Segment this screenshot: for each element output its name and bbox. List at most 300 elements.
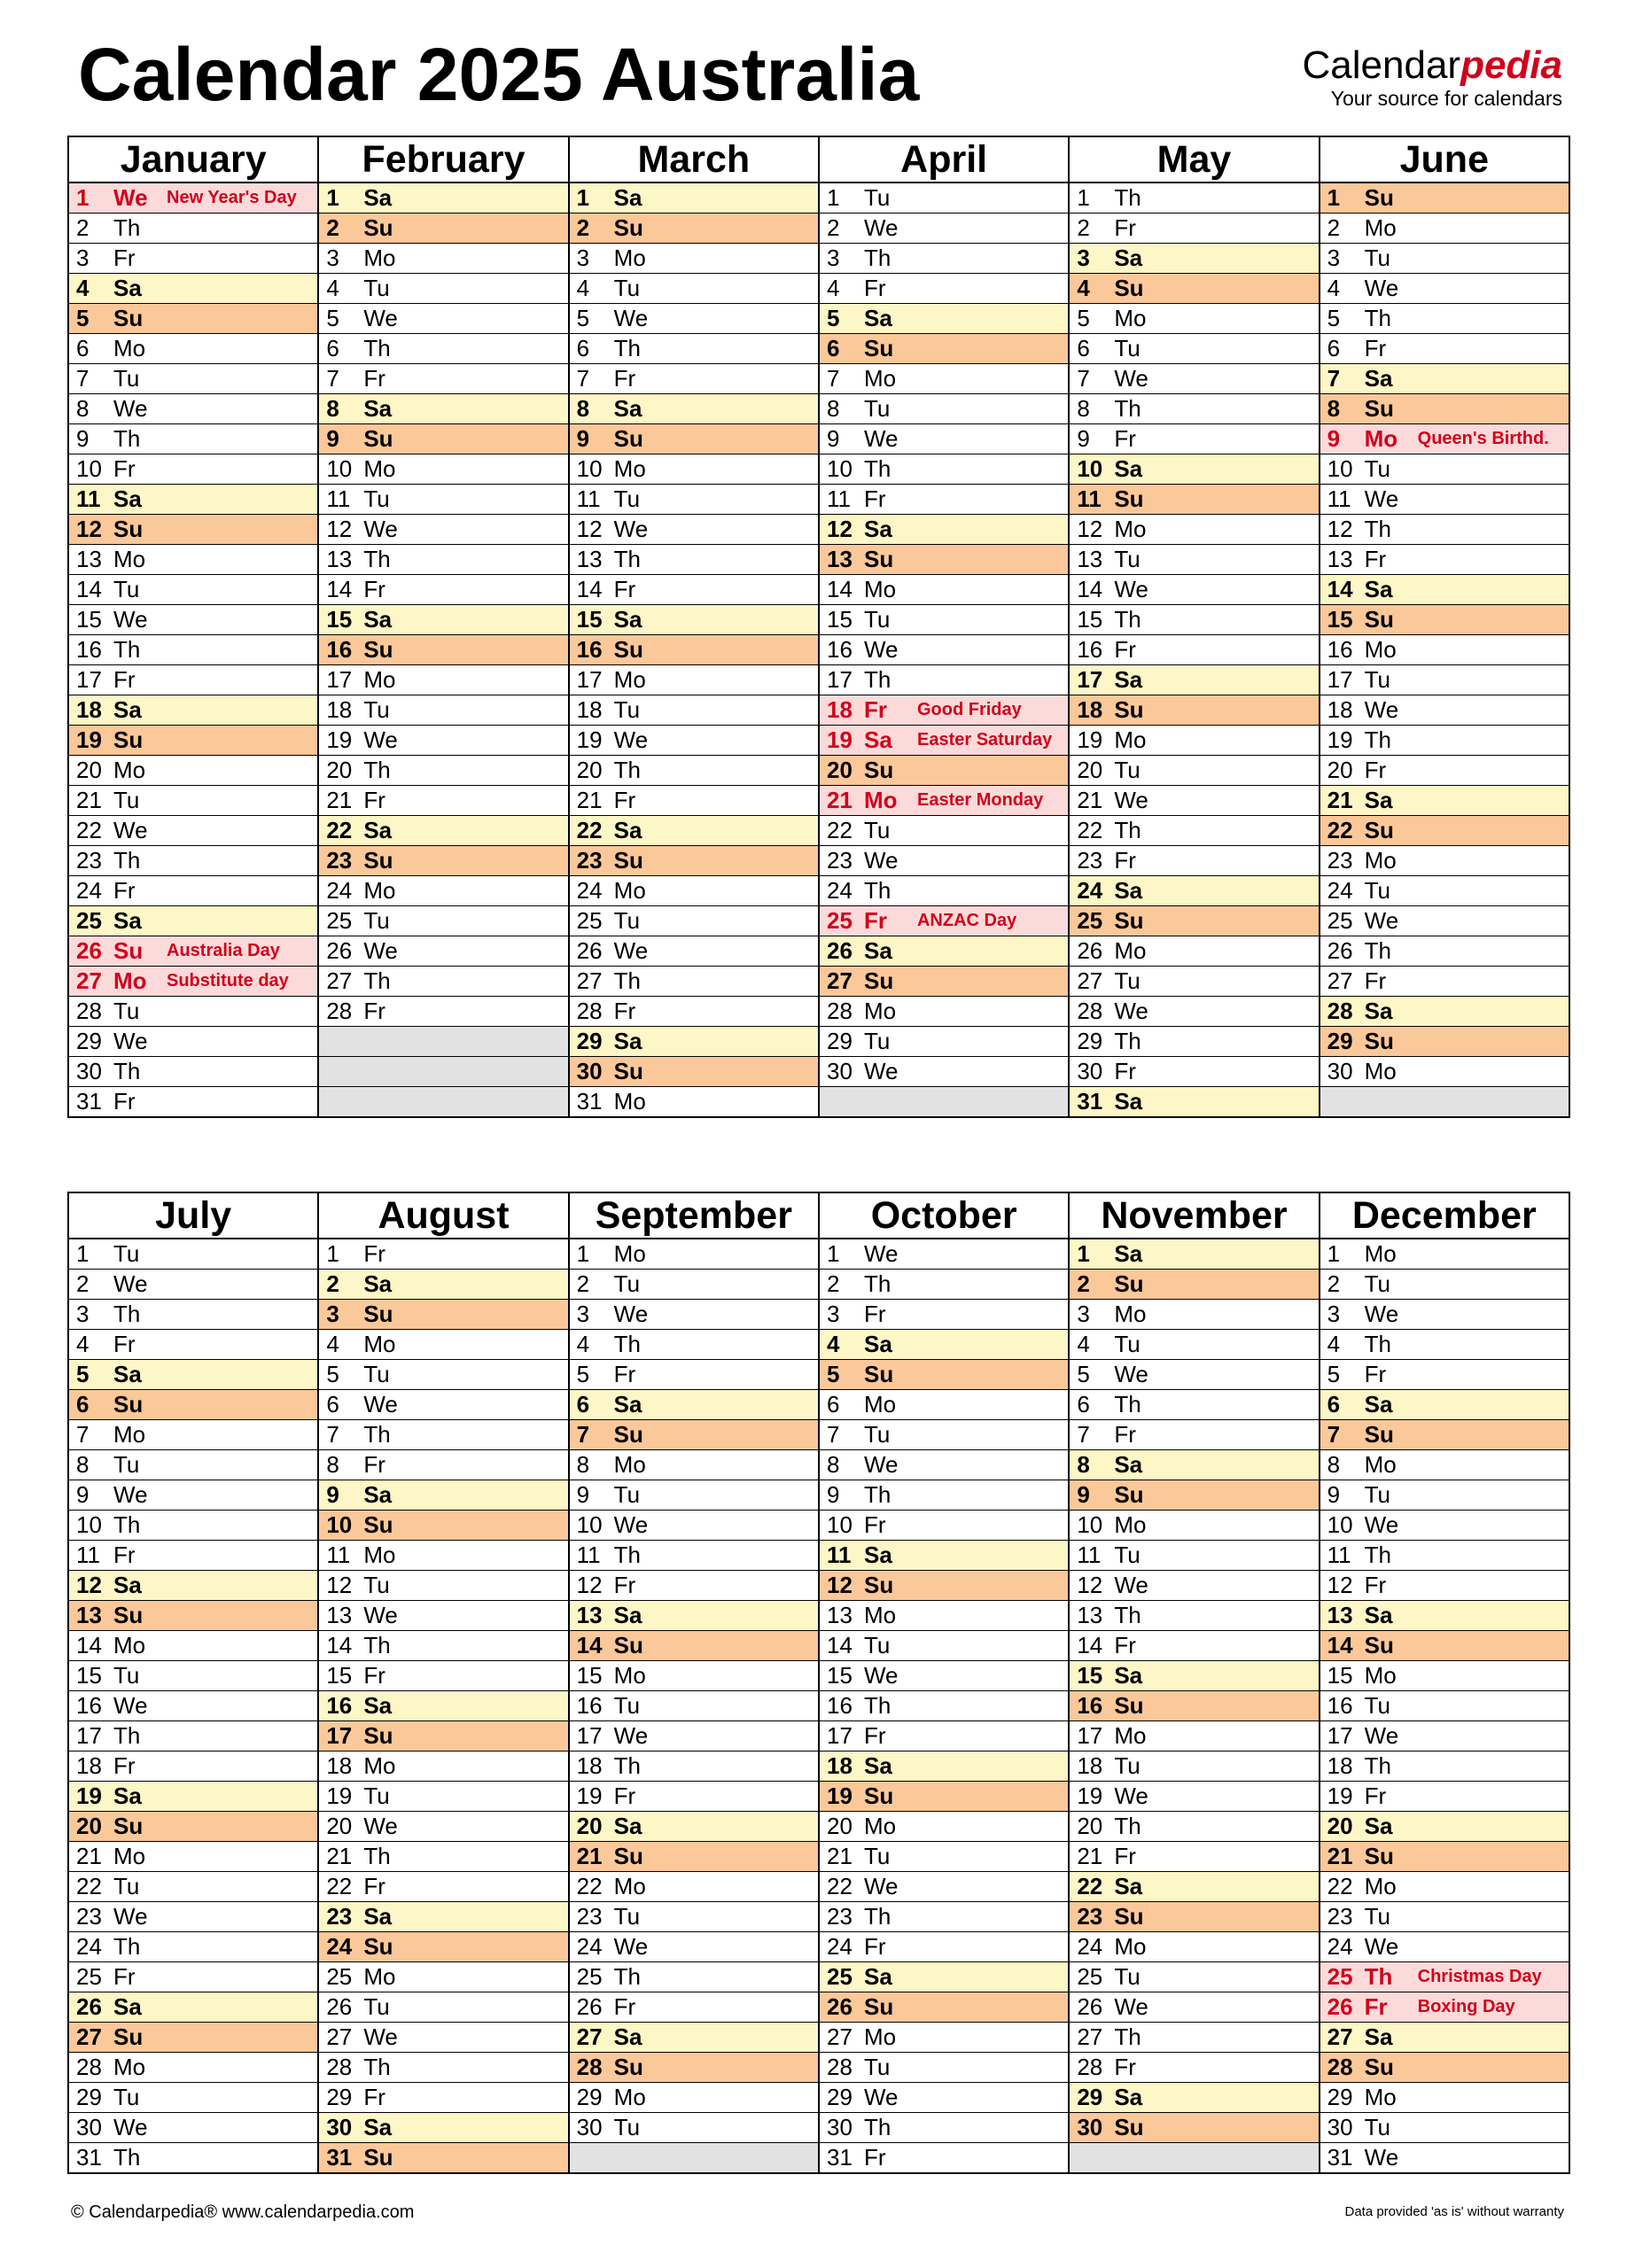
weekday-label: Th (613, 757, 641, 783)
weekday-label: Sa (363, 184, 393, 211)
day-cell (569, 1601, 819, 1631)
day-cell (1069, 906, 1319, 936)
day-number: 25 (826, 1963, 853, 1990)
weekday-label: We (363, 726, 398, 753)
day-number: 22 (826, 817, 853, 843)
weekday-label: Mo (1364, 636, 1397, 663)
day-number: 14 (76, 576, 102, 602)
day-number: 17 (326, 666, 353, 693)
weekday-label: Tu (1364, 2114, 1391, 2140)
weekday-label: Su (613, 1421, 643, 1448)
weekday-label: We (363, 1602, 398, 1628)
day-number: 30 (1327, 2114, 1353, 2140)
weekday-label: Sa (113, 1361, 142, 1387)
day-number: 26 (326, 937, 353, 964)
weekday-label: Su (613, 214, 643, 241)
weekday-label: Sa (363, 1692, 393, 1719)
weekday-label: We (113, 2114, 148, 2140)
weekday-label: Mo (1114, 1933, 1147, 1960)
weekday-label: We (863, 847, 899, 874)
day-number: 28 (1327, 998, 1353, 1024)
day-number: 11 (326, 1542, 351, 1568)
day-number: 4 (326, 275, 339, 301)
weekday-label: Tu (1114, 1331, 1141, 1357)
weekday-label: Mo (363, 877, 396, 904)
day-number: 21 (76, 787, 102, 813)
day-cell (1320, 575, 1569, 605)
day-number: 8 (76, 1451, 90, 1478)
day-cell (1069, 1300, 1319, 1330)
day-cell (1320, 605, 1569, 635)
day-row (68, 394, 1569, 424)
day-cell (569, 183, 819, 214)
weekday-label: Su (363, 2144, 393, 2171)
weekday-label: Tu (113, 787, 140, 813)
day-number: 16 (576, 1692, 603, 1719)
weekday-label: Th (113, 636, 141, 663)
weekday-label: Th (113, 2144, 141, 2171)
day-cell (569, 1932, 819, 1962)
day-number: 25 (1327, 907, 1353, 934)
footer-disclaimer: Data provided 'as is' without warranty (1344, 2204, 1564, 2219)
day-cell (1320, 515, 1569, 545)
weekday-label: Mo (613, 455, 646, 482)
empty-day-cell (1069, 2143, 1319, 2174)
day-cell (318, 1992, 568, 2023)
day-cell (318, 665, 568, 695)
day-cell (1069, 2053, 1319, 2083)
day-number: 15 (326, 606, 353, 633)
weekday-label: Tu (613, 1481, 641, 1508)
day-cell (318, 575, 568, 605)
day-cell (819, 605, 1069, 635)
day-number: 7 (1077, 365, 1090, 392)
weekday-label: Th (113, 1301, 141, 1327)
weekday-label: Th (363, 546, 391, 572)
day-cell (819, 1330, 1069, 1360)
weekday-label: Mo (1364, 425, 1398, 452)
day-cell (68, 816, 318, 846)
day-number: 18 (1327, 1752, 1353, 1779)
day-number: 4 (76, 275, 90, 301)
weekday-label: Sa (1114, 1451, 1143, 1478)
weekday-label: Tu (113, 1662, 140, 1689)
day-cell (1320, 997, 1569, 1027)
weekday-label: Tu (1114, 546, 1141, 572)
day-cell (318, 2053, 568, 2083)
weekday-label: Mo (1364, 1662, 1397, 1689)
weekday-label: Sa (613, 1391, 642, 1418)
day-number: 18 (826, 1752, 853, 1779)
day-number: 29 (326, 2084, 353, 2110)
weekday-label: Th (863, 1270, 891, 1297)
day-cell (318, 2023, 568, 2053)
day-number: 13 (326, 1602, 353, 1628)
day-number: 20 (1077, 1813, 1103, 1839)
weekday-label: Fr (113, 1542, 136, 1568)
weekday-label: We (1364, 275, 1399, 301)
day-number: 29 (1327, 2084, 1353, 2110)
day-row (68, 967, 1569, 997)
day-row (68, 1511, 1569, 1541)
weekday-label: Sa (863, 516, 892, 542)
day-number: 19 (1077, 1783, 1103, 1809)
day-cell (68, 936, 318, 967)
weekday-label: Mo (863, 787, 898, 813)
weekday-label: Su (863, 757, 894, 783)
weekday-label: Th (1364, 937, 1391, 964)
day-cell (68, 364, 318, 394)
weekday-label: We (113, 1270, 148, 1297)
day-number: 29 (826, 2084, 853, 2110)
day-number: 13 (76, 1602, 102, 1628)
day-number: 31 (576, 1088, 603, 1115)
day-cell (68, 1480, 318, 1511)
day-cell (819, 1390, 1069, 1420)
weekday-label: Tu (613, 1903, 641, 1930)
weekday-label: Tu (113, 1240, 140, 1267)
day-cell (1320, 214, 1569, 244)
day-cell (318, 274, 568, 304)
day-cell (819, 2113, 1069, 2143)
day-number: 23 (1077, 1903, 1103, 1930)
day-number: 5 (326, 305, 339, 331)
day-cell (1320, 1872, 1569, 1902)
day-row (68, 1270, 1569, 1300)
day-cell (819, 545, 1069, 575)
day-cell (569, 1962, 819, 1992)
day-cell (1320, 1902, 1569, 1932)
day-cell (68, 2083, 318, 2113)
weekday-label: Su (113, 937, 144, 964)
weekday-label: Mo (363, 245, 396, 271)
weekday-label: Tu (613, 1692, 641, 1719)
weekday-label: We (113, 817, 148, 843)
day-cell (68, 304, 318, 334)
day-cell (1320, 2083, 1569, 2113)
day-number: 22 (1077, 1873, 1103, 1899)
day-cell (569, 726, 819, 756)
day-cell (1069, 936, 1319, 967)
day-cell (1069, 1992, 1319, 2023)
day-cell (1320, 1751, 1569, 1782)
brand-name (1302, 43, 1562, 87)
day-cell (1320, 394, 1569, 424)
day-number: 21 (1077, 1843, 1103, 1869)
day-number: 29 (76, 2084, 102, 2110)
day-number: 9 (76, 425, 90, 452)
day-cell (68, 605, 318, 635)
weekday-label: Mo (363, 666, 396, 693)
day-number: 23 (326, 847, 353, 874)
day-cell (1320, 2113, 1569, 2143)
day-cell (819, 1420, 1069, 1450)
day-number: 12 (1077, 516, 1103, 542)
day-row (68, 1360, 1569, 1390)
day-number: 7 (1327, 1421, 1341, 1448)
day-number: 24 (76, 877, 102, 904)
day-number: 8 (1327, 395, 1341, 422)
day-cell (318, 936, 568, 967)
day-cell (1069, 1239, 1319, 1270)
day-cell (569, 394, 819, 424)
day-cell (819, 665, 1069, 695)
weekday-label: Mo (113, 546, 146, 572)
day-cell (819, 1057, 1069, 1087)
weekday-label: Tu (863, 1028, 891, 1054)
day-number: 23 (76, 1903, 102, 1930)
day-number: 13 (326, 546, 353, 572)
day-number: 19 (326, 1783, 353, 1809)
day-cell (318, 786, 568, 816)
day-cell (1320, 364, 1569, 394)
day-cell (68, 695, 318, 726)
day-number: 24 (576, 1933, 603, 1960)
day-cell (318, 846, 568, 876)
weekday-label: Su (1114, 1481, 1144, 1508)
day-cell (1320, 1992, 1569, 2023)
day-number: 28 (76, 2054, 102, 2080)
day-number: 11 (826, 1542, 852, 1568)
day-number: 10 (826, 1511, 853, 1538)
day-number: 10 (576, 1511, 603, 1538)
day-cell (1069, 786, 1319, 816)
day-number: 30 (326, 2114, 353, 2140)
day-number: 28 (576, 2054, 603, 2080)
weekday-label: We (1114, 787, 1148, 813)
weekday-label: Th (1364, 726, 1391, 753)
day-cell (318, 1962, 568, 1992)
day-number: 25 (576, 907, 603, 934)
day-number: 19 (826, 1783, 853, 1809)
day-number: 23 (1077, 847, 1103, 874)
weekday-label: Su (1114, 1903, 1144, 1930)
calendar-half-year-2 (67, 1192, 1570, 2174)
day-number: 10 (1327, 1511, 1353, 1538)
day-cell (1069, 1027, 1319, 1057)
weekday-label: Tu (1364, 666, 1391, 693)
day-number: 25 (326, 907, 353, 934)
day-number: 29 (576, 2084, 603, 2110)
weekday-label: Fr (1364, 757, 1387, 783)
day-cell (819, 1691, 1069, 1721)
day-number: 8 (76, 395, 90, 422)
day-cell (1320, 1270, 1569, 1300)
day-cell (68, 1962, 318, 1992)
day-cell (318, 1661, 568, 1691)
day-number: 28 (826, 998, 853, 1024)
weekday-label: Th (1114, 1602, 1141, 1628)
day-number: 31 (826, 2144, 853, 2171)
day-number: 5 (576, 1361, 590, 1387)
weekday-label: Th (613, 967, 641, 994)
day-number: 16 (76, 1692, 102, 1719)
day-number: 29 (826, 1028, 853, 1054)
day-cell (1069, 515, 1319, 545)
weekday-label: Sa (113, 1783, 142, 1809)
day-number: 27 (326, 2023, 353, 2050)
weekday-label: Th (113, 1933, 141, 1960)
day-cell (1320, 1511, 1569, 1541)
day-cell (569, 1631, 819, 1661)
day-number: 6 (326, 335, 339, 361)
day-cell (318, 1541, 568, 1571)
weekday-label: Mo (613, 1088, 646, 1115)
day-row (68, 876, 1569, 906)
day-number: 10 (1077, 455, 1103, 482)
day-cell (318, 515, 568, 545)
day-cell (68, 997, 318, 1027)
day-row (68, 1782, 1569, 1812)
day-number: 24 (1077, 877, 1103, 904)
day-cell (569, 1571, 819, 1601)
day-cell (1320, 1450, 1569, 1480)
day-cell (819, 1270, 1069, 1300)
day-cell (819, 364, 1069, 394)
day-number: 21 (576, 1843, 603, 1869)
weekday-label: Th (113, 1722, 141, 1749)
weekday-label: Su (1364, 1421, 1394, 1448)
day-cell (318, 967, 568, 997)
weekday-label: Mo (1114, 305, 1147, 331)
day-cell (68, 1691, 318, 1721)
day-cell (1069, 454, 1319, 485)
day-number: 15 (826, 606, 853, 633)
day-cell (68, 846, 318, 876)
day-number: 1 (76, 184, 90, 211)
day-cell (1069, 1812, 1319, 1842)
day-number: 26 (76, 937, 102, 964)
day-row (68, 2143, 1569, 2174)
weekday-label: We (1114, 998, 1148, 1024)
day-cell (68, 756, 318, 786)
empty-day-cell (819, 1087, 1069, 1118)
day-cell (819, 1872, 1069, 1902)
day-cell (569, 424, 819, 454)
weekday-label: Mo (363, 1542, 396, 1568)
day-number: 21 (76, 1843, 102, 1869)
weekday-label: We (1114, 576, 1148, 602)
day-number: 2 (326, 214, 339, 241)
day-number: 19 (76, 726, 102, 753)
day-cell (1320, 1932, 1569, 1962)
weekday-label: Th (113, 1511, 141, 1538)
day-cell (569, 1300, 819, 1330)
day-cell (819, 1661, 1069, 1691)
day-number: 10 (826, 455, 853, 482)
day-cell (318, 1782, 568, 1812)
day-cell (1320, 2023, 1569, 2053)
day-number: 12 (826, 1572, 853, 1598)
day-number: 4 (1327, 275, 1341, 301)
day-cell (1320, 1360, 1569, 1390)
weekday-label: Sa (1364, 998, 1393, 1024)
day-number: 15 (576, 606, 603, 633)
day-number: 19 (326, 726, 353, 753)
weekday-label: Su (1364, 2054, 1394, 2080)
day-cell (1069, 635, 1319, 665)
weekday-label: Fr (113, 877, 136, 904)
weekday-label: Su (113, 1602, 144, 1628)
weekday-label: Tu (863, 1421, 891, 1448)
weekday-label: Fr (1364, 1572, 1387, 1598)
weekday-label: We (1114, 365, 1148, 392)
day-number: 25 (1077, 1963, 1103, 1990)
day-cell (1320, 1812, 1569, 1842)
weekday-label: Su (363, 214, 393, 241)
day-cell (1069, 1390, 1319, 1420)
day-cell (569, 756, 819, 786)
weekday-label: Mo (613, 2084, 646, 2110)
weekday-label: Th (863, 1481, 891, 1508)
day-row (68, 1992, 1569, 2023)
weekday-label: Sa (1364, 365, 1393, 392)
day-number: 18 (826, 696, 853, 723)
weekday-label: Su (1114, 275, 1144, 301)
day-cell (1069, 2113, 1319, 2143)
weekday-label: We (1364, 1933, 1399, 1960)
day-cell (68, 2143, 318, 2174)
weekday-label: We (863, 1662, 899, 1689)
month-header: March (569, 136, 819, 183)
day-number: 6 (76, 335, 90, 361)
weekday-label: Mo (113, 1632, 146, 1658)
weekday-label: Th (1114, 1028, 1141, 1054)
weekday-label: We (363, 516, 398, 542)
day-cell (1320, 1480, 1569, 1511)
weekday-label: Th (1114, 2023, 1141, 2050)
weekday-label: Su (1364, 1632, 1394, 1658)
weekday-label: Th (1114, 606, 1141, 633)
day-cell (819, 1027, 1069, 1057)
weekday-label: Mo (363, 1331, 396, 1357)
month-header: September (569, 1192, 819, 1239)
day-cell (819, 1932, 1069, 1962)
day-cell (819, 1751, 1069, 1782)
day-number: 12 (76, 1572, 102, 1598)
day-cell (819, 1812, 1069, 1842)
day-cell (569, 1661, 819, 1691)
day-number: 16 (326, 1692, 353, 1719)
weekday-label: Tu (1114, 1752, 1141, 1779)
day-cell (1320, 1721, 1569, 1751)
weekday-label: Fr (1364, 1993, 1388, 2020)
day-cell (318, 1270, 568, 1300)
day-number: 22 (326, 1873, 353, 1899)
day-number: 1 (826, 184, 840, 211)
day-number: 5 (1077, 305, 1090, 331)
weekday-label: Tu (113, 2084, 140, 2110)
day-number: 30 (576, 1058, 603, 1084)
day-number: 8 (826, 1451, 840, 1478)
day-number: 25 (1327, 1963, 1353, 1990)
day-number: 6 (1077, 1391, 1090, 1418)
day-number: 8 (1327, 1451, 1341, 1478)
day-cell (1069, 1782, 1319, 1812)
day-number: 26 (576, 1993, 603, 2020)
weekday-label: Tu (613, 485, 641, 512)
weekday-label: Sa (363, 2114, 393, 2140)
weekday-label: We (613, 305, 649, 331)
weekday-label: Th (113, 214, 141, 241)
weekday-label: Sa (613, 395, 642, 422)
day-number: 17 (576, 666, 603, 693)
day-cell (1320, 424, 1569, 454)
weekday-label: Su (613, 847, 643, 874)
day-number: 9 (1077, 425, 1090, 452)
day-row (68, 1902, 1569, 1932)
day-cell (318, 1511, 568, 1541)
